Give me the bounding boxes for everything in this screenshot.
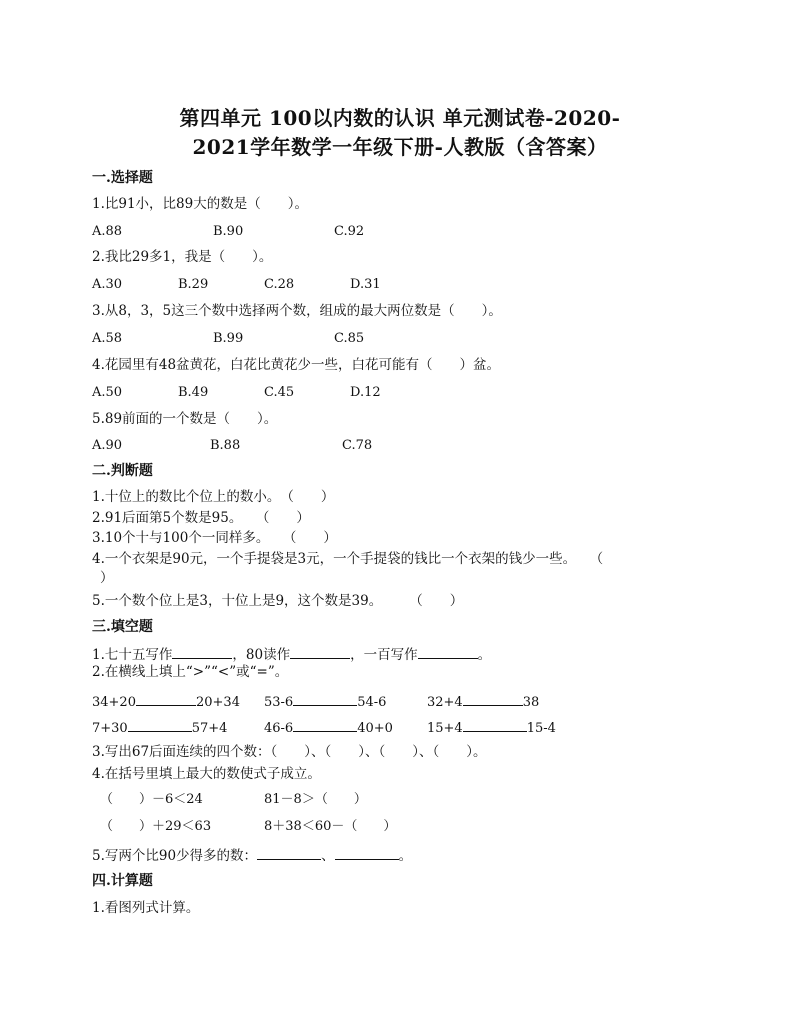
answer-blank[interactable] [293,717,357,732]
choice-q5-option-a: A.90 [92,438,123,453]
answer-blank[interactable] [128,717,192,732]
answer-blank[interactable] [136,691,196,706]
answer-blank[interactable] [290,644,350,659]
fill-question-1 [92,644,491,664]
fill-question-3: 3.写出67后面连续的四个数：（ ）、（ ）、（ ）、（ ）。 [92,744,487,760]
inequality-2: 81－8＞（ ） [264,792,367,807]
page-title-line1: 第四单元 100以内数的认识 单元测试卷-2020- [179,106,621,130]
choice-q5-option-b: B.88 [210,438,241,453]
choice-q4-option-b: B.49 [178,385,209,400]
fill-q5-text-a: 5.写两个比90少得多的数： [92,848,258,864]
fill-q1-text-c: ，一百写作 [350,647,418,663]
choice-q2-option-c: C.28 [264,277,295,292]
judge-question-2: 2.91后面第5个数是95。 （ ） [92,510,310,526]
answer-blank[interactable] [463,691,523,706]
compare-item: 15+4 15-4 [427,717,556,738]
inequality-3: （ ）＋29＜63 [100,819,212,834]
choice-question-2: 2.我比29多1，我是（ ）。 [92,249,273,265]
choice-q4-option-a: A.50 [92,385,123,400]
judge-question-4: 4.一个衣架是90元，一个手提袋是3元，一个手提袋的钱比一个衣架的钱少一些。 （ [92,551,604,567]
page-title-line2: 2021学年数学一年级下册-人教版（含答案） [192,135,608,159]
answer-blank[interactable] [418,644,478,659]
choice-q2-option-a: A.30 [92,277,123,292]
section-heading-calc: 四.计算题 [92,873,153,889]
choice-question-3: 3.从8，3，5这三个数中选择两个数，组成的最大两位数是（ ）。 [92,303,502,319]
fill-q1-text-a: 1.七十五写作 [92,647,173,663]
fill-question-4: 4.在括号里填上最大的数使式子成立。 [92,766,321,782]
section-heading-judge: 二.判断题 [92,463,153,479]
choice-question-4: 4.花园里有48盆黄花，白花比黄花少一些，白花可能有（ ）盆。 [92,357,501,373]
fill-question-2: 2.在横线上填上“>”“<”或“=”。 [92,664,289,680]
choice-question-1: 1.比91小，比89大的数是（ ）。 [92,196,308,212]
choice-q2-option-b: B.29 [178,277,209,292]
choice-q1-option-c: C.92 [334,224,365,239]
fill-question-5 [92,845,412,865]
answer-blank[interactable] [335,845,399,860]
fill-q5-text-c: 。 [398,848,413,864]
calc-question-1: 1.看图列式计算。 [92,900,200,916]
choice-q2-option-d: D.31 [350,277,381,292]
choice-q1-option-a: A.88 [92,224,123,239]
section-heading-choice: 一.选择题 [92,170,153,186]
judge-question-4-paren: ） [100,570,114,586]
choice-q4-option-c: C.45 [264,385,295,400]
compare-item: 7+30 57+4 [92,717,227,738]
fill-q1-text-b: ，80读作 [232,647,291,663]
choice-q5-option-c: C.78 [342,438,373,453]
fill-q1-text-d: 。 [477,647,492,663]
choice-q4-option-d: D.12 [350,385,381,400]
choice-question-5: 5.89前面的一个数是（ ）。 [92,411,278,427]
answer-blank[interactable] [172,644,232,659]
answer-blank[interactable] [257,845,321,860]
answer-blank[interactable] [293,691,357,706]
section-heading-fill: 三.填空题 [92,619,153,635]
judge-question-1: 1.十位上的数比个位上的数小。 （ ） [92,489,335,505]
compare-item: 53-6 54-6 [264,691,386,712]
choice-q1-option-b: B.90 [213,224,244,239]
inequality-1: （ ）－6＜24 [100,792,203,807]
choice-q3-option-b: B.99 [213,331,244,346]
compare-item: 46-6 40+0 [264,717,393,738]
judge-question-5: 5.一个数个位上是3，十位上是9，这个数是39。 （ ） [92,593,464,609]
choice-q3-option-a: A.58 [92,331,123,346]
compare-item: 34+20 20+34 [92,691,240,712]
choice-q3-option-c: C.85 [334,331,365,346]
judge-question-3: 3.10个十与100个一同样多。 （ ） [92,530,337,546]
fill-q5-text-b: 、 [321,848,335,864]
answer-blank[interactable] [463,717,527,732]
inequality-4: 8＋38＜60－（ ） [264,819,397,834]
compare-item: 32+4 38 [427,691,539,712]
